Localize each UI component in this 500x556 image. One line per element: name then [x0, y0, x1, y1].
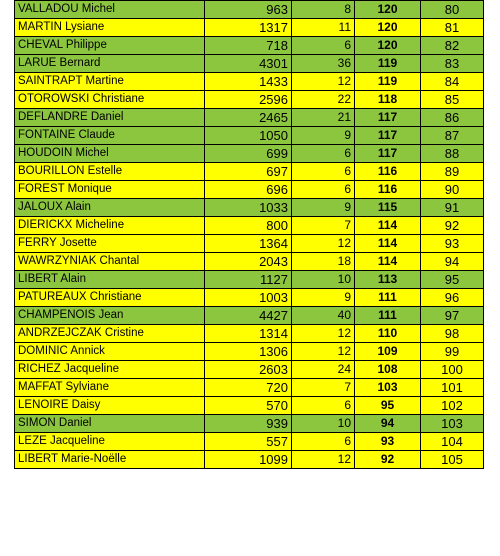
player-name-cell: LENOIRE Daisy [15, 397, 205, 415]
rank-cell: 91 [421, 199, 484, 217]
rank-cell: 92 [421, 217, 484, 235]
score-cell: 119 [355, 55, 421, 73]
count-cell: 12 [292, 235, 355, 253]
count-cell: 22 [292, 91, 355, 109]
player-name-cell: ANDRZEJCZAK Cristine [15, 325, 205, 343]
score-cell: 117 [355, 109, 421, 127]
table-row [15, 19, 484, 37]
points-cell: 557 [205, 433, 292, 451]
table-row [15, 415, 484, 433]
rank-cell: 94 [421, 253, 484, 271]
points-cell: 2465 [205, 109, 292, 127]
points-cell: 1433 [205, 73, 292, 91]
table-row [15, 343, 484, 361]
table-row [15, 91, 484, 109]
points-cell: 1317 [205, 19, 292, 37]
player-name-cell: LIBERT Marie-Noëlle [15, 451, 205, 469]
score-cell: 111 [355, 307, 421, 325]
table-row [15, 1, 484, 19]
score-cell: 116 [355, 163, 421, 181]
points-cell: 1003 [205, 289, 292, 307]
player-name-cell: CHEVAL Philippe [15, 37, 205, 55]
table-row [15, 73, 484, 91]
score-cell: 114 [355, 253, 421, 271]
table-row [15, 109, 484, 127]
rank-cell: 93 [421, 235, 484, 253]
table-row [15, 289, 484, 307]
table-row [15, 325, 484, 343]
count-cell: 11 [292, 19, 355, 37]
count-cell: 21 [292, 109, 355, 127]
score-cell: 103 [355, 379, 421, 397]
points-cell: 1314 [205, 325, 292, 343]
score-cell: 94 [355, 415, 421, 433]
count-cell: 24 [292, 361, 355, 379]
rank-cell: 81 [421, 19, 484, 37]
player-name-cell: LEZE Jacqueline [15, 433, 205, 451]
score-cell: 120 [355, 1, 421, 19]
rank-cell: 101 [421, 379, 484, 397]
rank-cell: 80 [421, 1, 484, 19]
count-cell: 10 [292, 415, 355, 433]
count-cell: 12 [292, 343, 355, 361]
player-name-cell: BOURILLON Estelle [15, 163, 205, 181]
table-row [15, 163, 484, 181]
score-cell: 118 [355, 91, 421, 109]
score-cell: 111 [355, 289, 421, 307]
count-cell: 12 [292, 325, 355, 343]
table-row [15, 235, 484, 253]
points-cell: 1364 [205, 235, 292, 253]
score-cell: 115 [355, 199, 421, 217]
count-cell: 6 [292, 181, 355, 199]
table-row [15, 181, 484, 199]
player-name-cell: WAWRZYNIAK Chantal [15, 253, 205, 271]
rank-cell: 83 [421, 55, 484, 73]
score-cell: 113 [355, 271, 421, 289]
player-name-cell: LARUE Bernard [15, 55, 205, 73]
player-name-cell: FERRY Josette [15, 235, 205, 253]
ranking-table [14, 0, 484, 469]
player-name-cell: DEFLANDRE Daniel [15, 109, 205, 127]
player-name-cell: MAFFAT Sylviane [15, 379, 205, 397]
player-name-cell: CHAMPENOIS Jean [15, 307, 205, 325]
score-cell: 93 [355, 433, 421, 451]
rank-cell: 99 [421, 343, 484, 361]
count-cell: 6 [292, 163, 355, 181]
player-name-cell: DIERICKX Micheline [15, 217, 205, 235]
table-row [15, 37, 484, 55]
rank-cell: 84 [421, 73, 484, 91]
rank-cell: 98 [421, 325, 484, 343]
count-cell: 9 [292, 289, 355, 307]
table-row [15, 307, 484, 325]
score-cell: 120 [355, 37, 421, 55]
count-cell: 12 [292, 73, 355, 91]
ranking-sheet [14, 0, 483, 469]
rank-cell: 85 [421, 91, 484, 109]
count-cell: 6 [292, 145, 355, 163]
points-cell: 1099 [205, 451, 292, 469]
points-cell: 1050 [205, 127, 292, 145]
count-cell: 8 [292, 1, 355, 19]
score-cell: 108 [355, 361, 421, 379]
score-cell: 95 [355, 397, 421, 415]
count-cell: 10 [292, 271, 355, 289]
table-row [15, 217, 484, 235]
points-cell: 696 [205, 181, 292, 199]
player-name-cell: SAINTRAPT Martine [15, 73, 205, 91]
score-cell: 120 [355, 19, 421, 37]
player-name-cell: PATUREAUX Christiane [15, 289, 205, 307]
score-cell: 109 [355, 343, 421, 361]
rank-cell: 105 [421, 451, 484, 469]
table-row [15, 271, 484, 289]
table-row [15, 145, 484, 163]
player-name-cell: MARTIN Lysiane [15, 19, 205, 37]
score-cell: 114 [355, 235, 421, 253]
rank-cell: 102 [421, 397, 484, 415]
points-cell: 939 [205, 415, 292, 433]
table-row [15, 361, 484, 379]
points-cell: 718 [205, 37, 292, 55]
points-cell: 699 [205, 145, 292, 163]
table-row [15, 199, 484, 217]
rank-cell: 87 [421, 127, 484, 145]
rank-cell: 104 [421, 433, 484, 451]
player-name-cell: OTOROWSKI Christiane [15, 91, 205, 109]
points-cell: 4301 [205, 55, 292, 73]
points-cell: 2603 [205, 361, 292, 379]
count-cell: 6 [292, 397, 355, 415]
table-row [15, 55, 484, 73]
points-cell: 2043 [205, 253, 292, 271]
score-cell: 116 [355, 181, 421, 199]
count-cell: 12 [292, 451, 355, 469]
table-row [15, 397, 484, 415]
count-cell: 40 [292, 307, 355, 325]
player-name-cell: LIBERT Alain [15, 271, 205, 289]
rank-cell: 103 [421, 415, 484, 433]
count-cell: 6 [292, 37, 355, 55]
table-row [15, 379, 484, 397]
points-cell: 697 [205, 163, 292, 181]
rank-cell: 96 [421, 289, 484, 307]
points-cell: 800 [205, 217, 292, 235]
table-row [15, 451, 484, 469]
player-name-cell: JALOUX Alain [15, 199, 205, 217]
ranking-table-body [15, 1, 484, 469]
player-name-cell: VALLADOU Michel [15, 1, 205, 19]
count-cell: 6 [292, 433, 355, 451]
score-cell: 110 [355, 325, 421, 343]
player-name-cell: SIMON Daniel [15, 415, 205, 433]
points-cell: 963 [205, 1, 292, 19]
score-cell: 92 [355, 451, 421, 469]
count-cell: 9 [292, 199, 355, 217]
count-cell: 9 [292, 127, 355, 145]
count-cell: 7 [292, 379, 355, 397]
table-row [15, 253, 484, 271]
player-name-cell: DOMINIC Annick [15, 343, 205, 361]
count-cell: 7 [292, 217, 355, 235]
points-cell: 1127 [205, 271, 292, 289]
points-cell: 720 [205, 379, 292, 397]
rank-cell: 100 [421, 361, 484, 379]
rank-cell: 89 [421, 163, 484, 181]
count-cell: 36 [292, 55, 355, 73]
table-row [15, 127, 484, 145]
points-cell: 2596 [205, 91, 292, 109]
rank-cell: 95 [421, 271, 484, 289]
table-row [15, 433, 484, 451]
points-cell: 4427 [205, 307, 292, 325]
player-name-cell: RICHEZ Jacqueline [15, 361, 205, 379]
rank-cell: 90 [421, 181, 484, 199]
rank-cell: 97 [421, 307, 484, 325]
points-cell: 570 [205, 397, 292, 415]
points-cell: 1306 [205, 343, 292, 361]
score-cell: 119 [355, 73, 421, 91]
player-name-cell: HOUDOIN Michel [15, 145, 205, 163]
count-cell: 18 [292, 253, 355, 271]
score-cell: 117 [355, 145, 421, 163]
rank-cell: 88 [421, 145, 484, 163]
score-cell: 117 [355, 127, 421, 145]
rank-cell: 86 [421, 109, 484, 127]
rank-cell: 82 [421, 37, 484, 55]
score-cell: 114 [355, 217, 421, 235]
points-cell: 1033 [205, 199, 292, 217]
player-name-cell: FOREST Monique [15, 181, 205, 199]
player-name-cell: FONTAINE Claude [15, 127, 205, 145]
